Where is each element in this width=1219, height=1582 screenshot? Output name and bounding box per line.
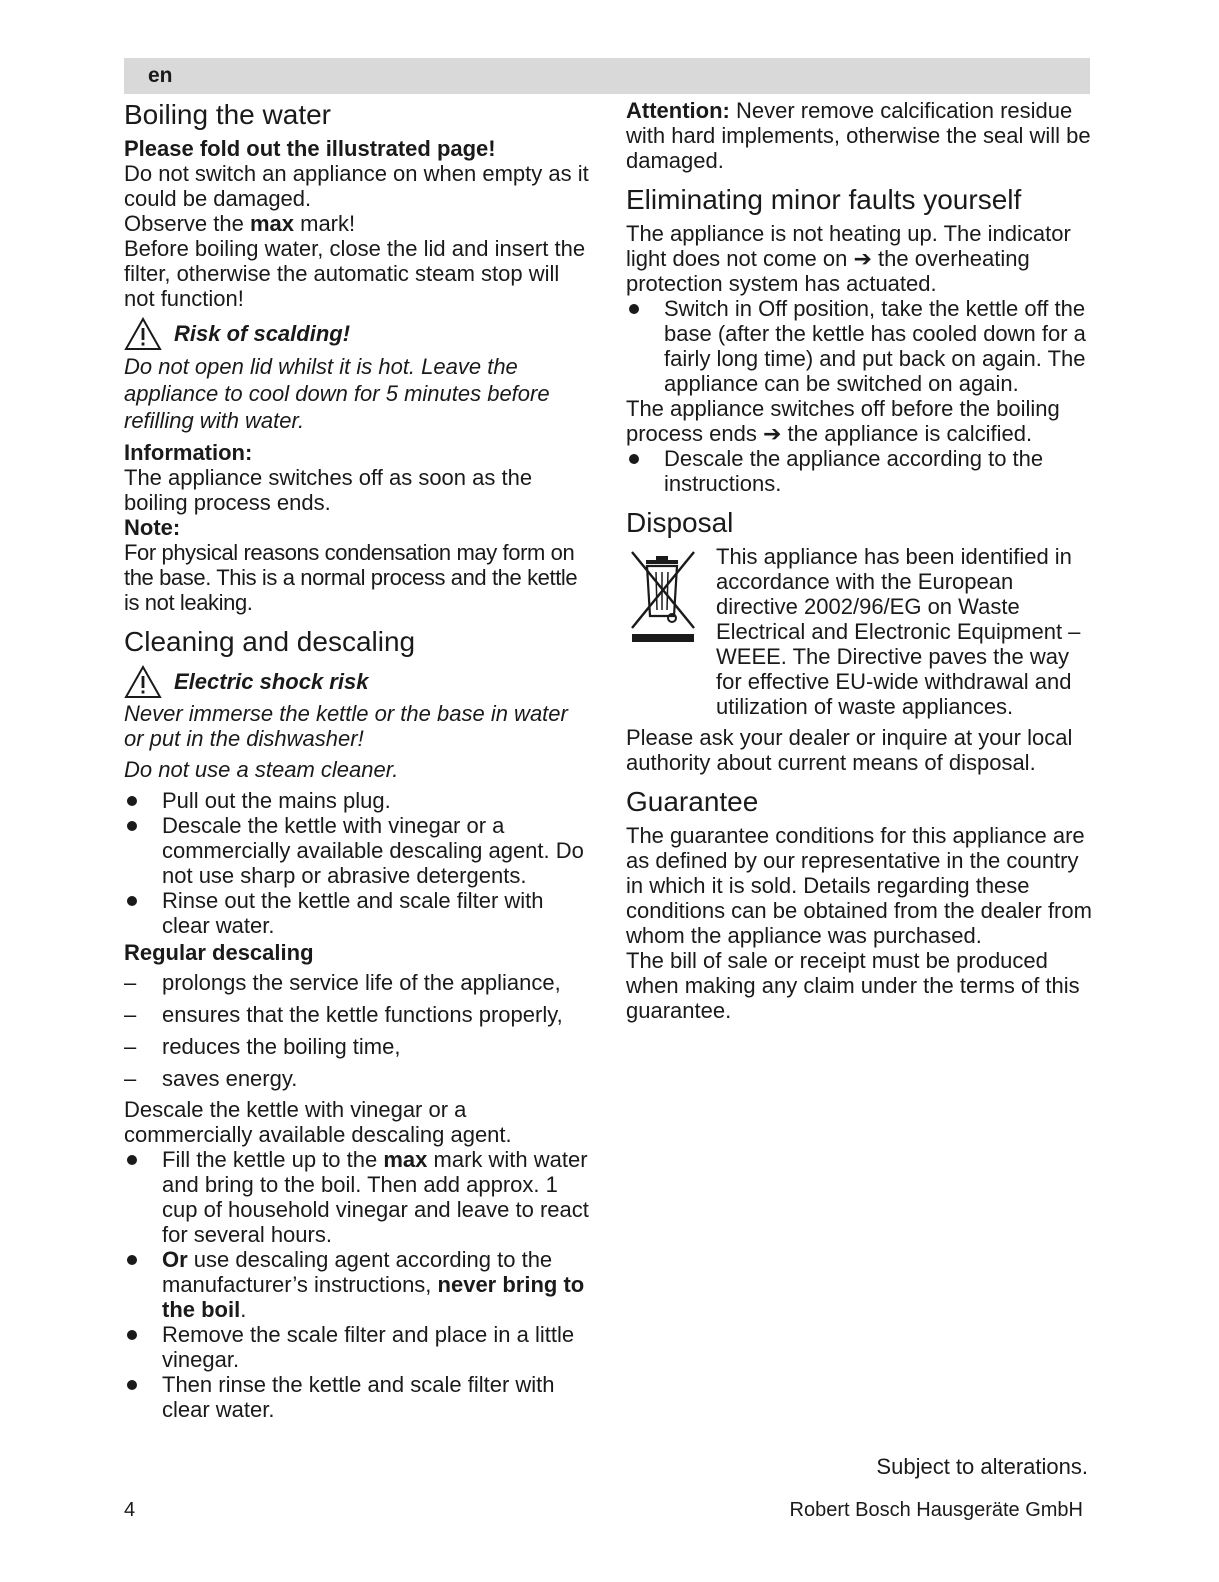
list-item: Remove the scale filter and place in a little vinegar. — [124, 1322, 590, 1372]
disposal-paragraph-2: Please ask your dealer or inquire at your local authority about current means of disposal. — [626, 725, 1073, 775]
list-item: Or use descaling agent according to the manufacturer’s instructions, never bring to the boil. — [124, 1247, 590, 1322]
faults-paragraph-1: The appliance is not heating up. The indicator light does not come on ➔ the overheating protection system has actuated. — [626, 221, 1071, 296]
note-label: Note: — [124, 515, 181, 540]
crossed-out-wheelie-bin-icon — [626, 546, 700, 646]
guarantee-paragraph-1: The guarantee conditions for this appliance are as defined by our representative in the country in which it is sold. Details regarding these conditions can be obtained from the dealer from whom the appliance was purchased. — [626, 823, 1092, 948]
faults-paragraph-2: The appliance switches off before the boiling process ends ➔ the appliance is calcified. — [626, 396, 1060, 446]
list-item: – ensures that the kettle functions properly, — [124, 999, 590, 1031]
alterations-note: Subject to alterations. — [876, 1454, 1088, 1479]
section-title-guarantee: Guarantee — [626, 786, 759, 817]
list-item: Then rinse the kettle and scale filter with clear water. — [124, 1372, 590, 1422]
warning-triangle-icon — [124, 665, 162, 699]
list-item: – prolongs the service life of the appliance, — [124, 967, 590, 999]
list-item: – reduces the boiling time, — [124, 1031, 590, 1063]
arrow-right-icon: ➔ — [853, 246, 872, 271]
list-item: Descale the appliance according to the instructions. — [626, 446, 1092, 496]
faults-bullet-list-2 — [626, 446, 1092, 496]
shock-warning-text: Never immerse the kettle or the base in water or put in the dishwasher! — [124, 701, 568, 751]
steam-cleaner-warning: Do not use a steam cleaner. — [124, 757, 399, 782]
boiling-paragraph-2: Observe the max mark! — [124, 211, 356, 236]
boiling-paragraph-1: Do not switch an appliance on when empty as it could be damaged. — [124, 161, 589, 211]
list-item: – saves energy. — [124, 1063, 590, 1095]
list-item: Switch in Off position, take the kettle off the base (after the kettle has cooled down for a fairly long time) and put back on again. The appliance can be switched on again. — [626, 296, 1092, 396]
list-item: Rinse out the kettle and scale filter with clear water. — [124, 888, 590, 938]
boiling-paragraph-3: Before boiling water, close the lid and insert the filter, otherwise the automatic steam stop will not function! — [124, 236, 586, 311]
information-label: Information: — [124, 440, 253, 465]
section-title-faults: Eliminating minor faults yourself — [626, 184, 1022, 215]
shock-warning-heading: Electric shock risk — [124, 665, 590, 699]
company-name: Robert Bosch Hausgeräte GmbH — [789, 1499, 1083, 1521]
language-code: en — [148, 64, 173, 87]
language-bar — [124, 58, 1090, 94]
fold-out-note: Please fold out the illustrated page! — [124, 136, 496, 161]
descaling-benefits-list — [124, 967, 590, 1095]
arrow-right-icon: ➔ — [762, 421, 782, 446]
list-item: Pull out the mains plug. — [124, 788, 590, 813]
information-text: The appliance switches off as soon as the boiling process ends. — [124, 465, 533, 515]
cleaning-bullet-list — [124, 788, 590, 938]
descaling-steps-list — [124, 1147, 590, 1422]
page-number: 4 — [124, 1499, 136, 1521]
scalding-warning-text: Do not open lid whilst it is hot. Leave the appliance to cool down for 5 minutes before refilling with water. — [124, 354, 550, 433]
left-column — [124, 98, 590, 1422]
section-title-disposal: Disposal — [626, 507, 734, 538]
faults-bullet-list-1 — [626, 296, 1092, 396]
disposal-text: This appliance has been identified in accordance with the European directive 2002/96/EG on Waste Electrical and Electronic Equipment – WEEE. The Directive paves the way for effective EU-wide withdrawal and utilization of waste appliances. — [716, 544, 1081, 719]
descale-instruction: Descale the kettle with vinegar or a commercially available descaling agent. — [124, 1097, 512, 1147]
list-item: Fill the kettle up to the max mark with water and bring to the boil. Then add approx. 1 cup of household vinegar and leave to react for several hours. — [124, 1147, 590, 1247]
attention-paragraph: Attention: Never remove calcification residue with hard implements, otherwise the seal will be damaged. — [626, 98, 1091, 173]
regular-descaling-label: Regular descaling — [124, 940, 314, 965]
list-item: Descale the kettle with vinegar or a commercially available descaling agent. Do not use sharp or abrasive detergents. — [124, 813, 590, 888]
scalding-warning-heading: Risk of scalding! — [124, 317, 590, 351]
note-text: For physical reasons condensation may form on the base. This is a normal process and the kettle is not leaking. — [124, 540, 578, 615]
section-title-boiling: Boiling the water — [124, 99, 332, 130]
disposal-block — [626, 544, 1092, 719]
right-column — [626, 98, 1092, 1023]
warning-triangle-icon — [124, 317, 162, 351]
section-title-cleaning: Cleaning and descaling — [124, 626, 416, 657]
guarantee-paragraph-2: The bill of sale or receipt must be produced when making any claim under the terms of this guarantee. — [626, 948, 1080, 1023]
